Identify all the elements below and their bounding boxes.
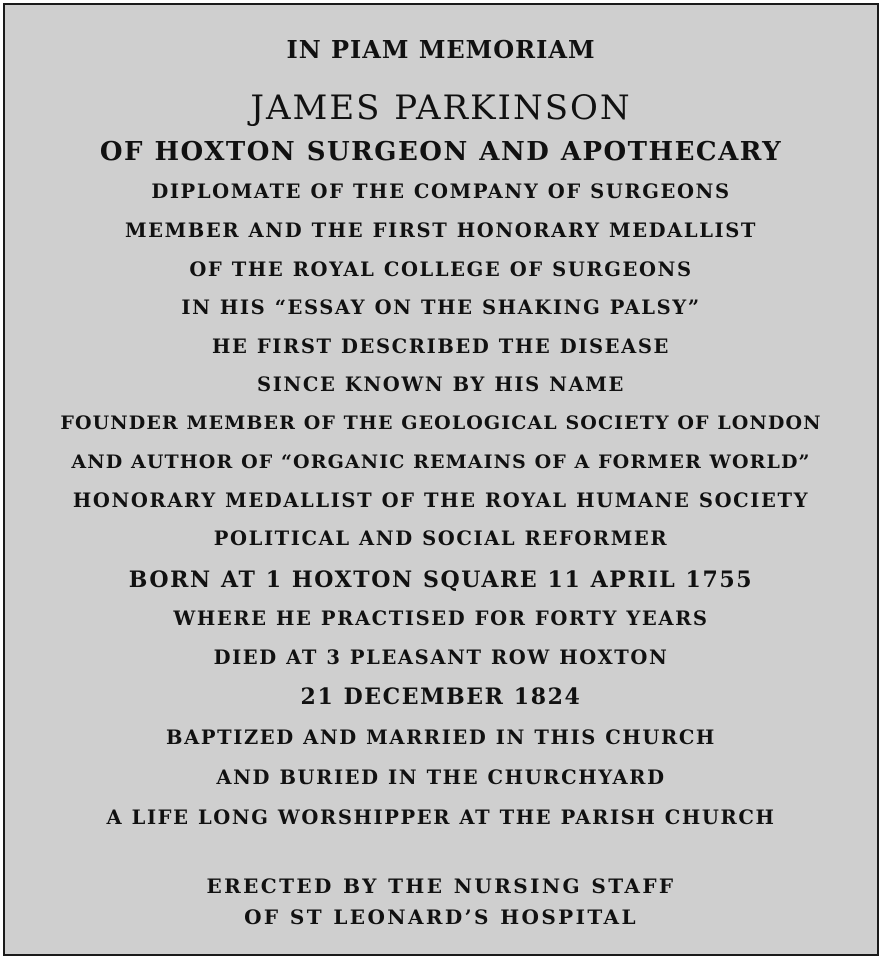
plaque-line: AND AUTHOR OF “ORGANIC REMAINS OF A FORMER WORLD” bbox=[71, 451, 811, 473]
plaque-footer-line: OF ST LEONARD’S HOSPITAL bbox=[244, 905, 638, 929]
plaque-line: FOUNDER MEMBER OF THE GEOLOGICAL SOCIETY OF LONDON bbox=[60, 412, 822, 434]
memorial-plaque bbox=[3, 3, 879, 956]
plaque-line: HONORARY MEDALLIST OF THE ROYAL HUMANE SOCIETY bbox=[72, 489, 810, 512]
plaque-line: IN HIS “ESSAY ON THE SHAKING PALSY” bbox=[181, 296, 701, 319]
plaque-line: DIED AT 3 PLEASANT ROW HOXTON bbox=[213, 646, 669, 669]
plaque-name: JAMES PARKINSON bbox=[250, 88, 632, 128]
plaque-footer-line: ERECTED BY THE NURSING STAFF bbox=[206, 874, 676, 898]
plaque-line: WHERE HE PRACTISED FOR FORTY YEARS bbox=[173, 607, 709, 630]
plaque-line: AND BURIED IN THE CHURCHYARD bbox=[216, 766, 666, 789]
plaque-line: DIPLOMATE OF THE COMPANY OF SURGEONS bbox=[151, 180, 731, 203]
plaque-header: IN PIAM MEMORIAM bbox=[286, 35, 596, 64]
plaque-line: BORN AT 1 HOXTON SQUARE 11 APRIL 1755 bbox=[128, 567, 754, 593]
plaque-line: OF THE ROYAL COLLEGE OF SURGEONS bbox=[189, 258, 693, 281]
plaque-line: A LIFE LONG WORSHIPPER AT THE PARISH CHURCH bbox=[106, 806, 776, 829]
plaque-line: MEMBER AND THE FIRST HONORARY MEDALLIST bbox=[124, 219, 758, 242]
plaque-subtitle: OF HOXTON SURGEON AND APOTHECARY bbox=[99, 137, 783, 167]
plaque-line: SINCE KNOWN BY HIS NAME bbox=[257, 373, 625, 396]
plaque-line: 21 DECEMBER 1824 bbox=[300, 684, 582, 710]
plaque-line: POLITICAL AND SOCIAL REFORMER bbox=[213, 527, 669, 550]
plaque-line: BAPTIZED AND MARRIED IN THIS CHURCH bbox=[166, 726, 716, 749]
plaque-line: HE FIRST DESCRIBED THE DISEASE bbox=[211, 335, 670, 358]
